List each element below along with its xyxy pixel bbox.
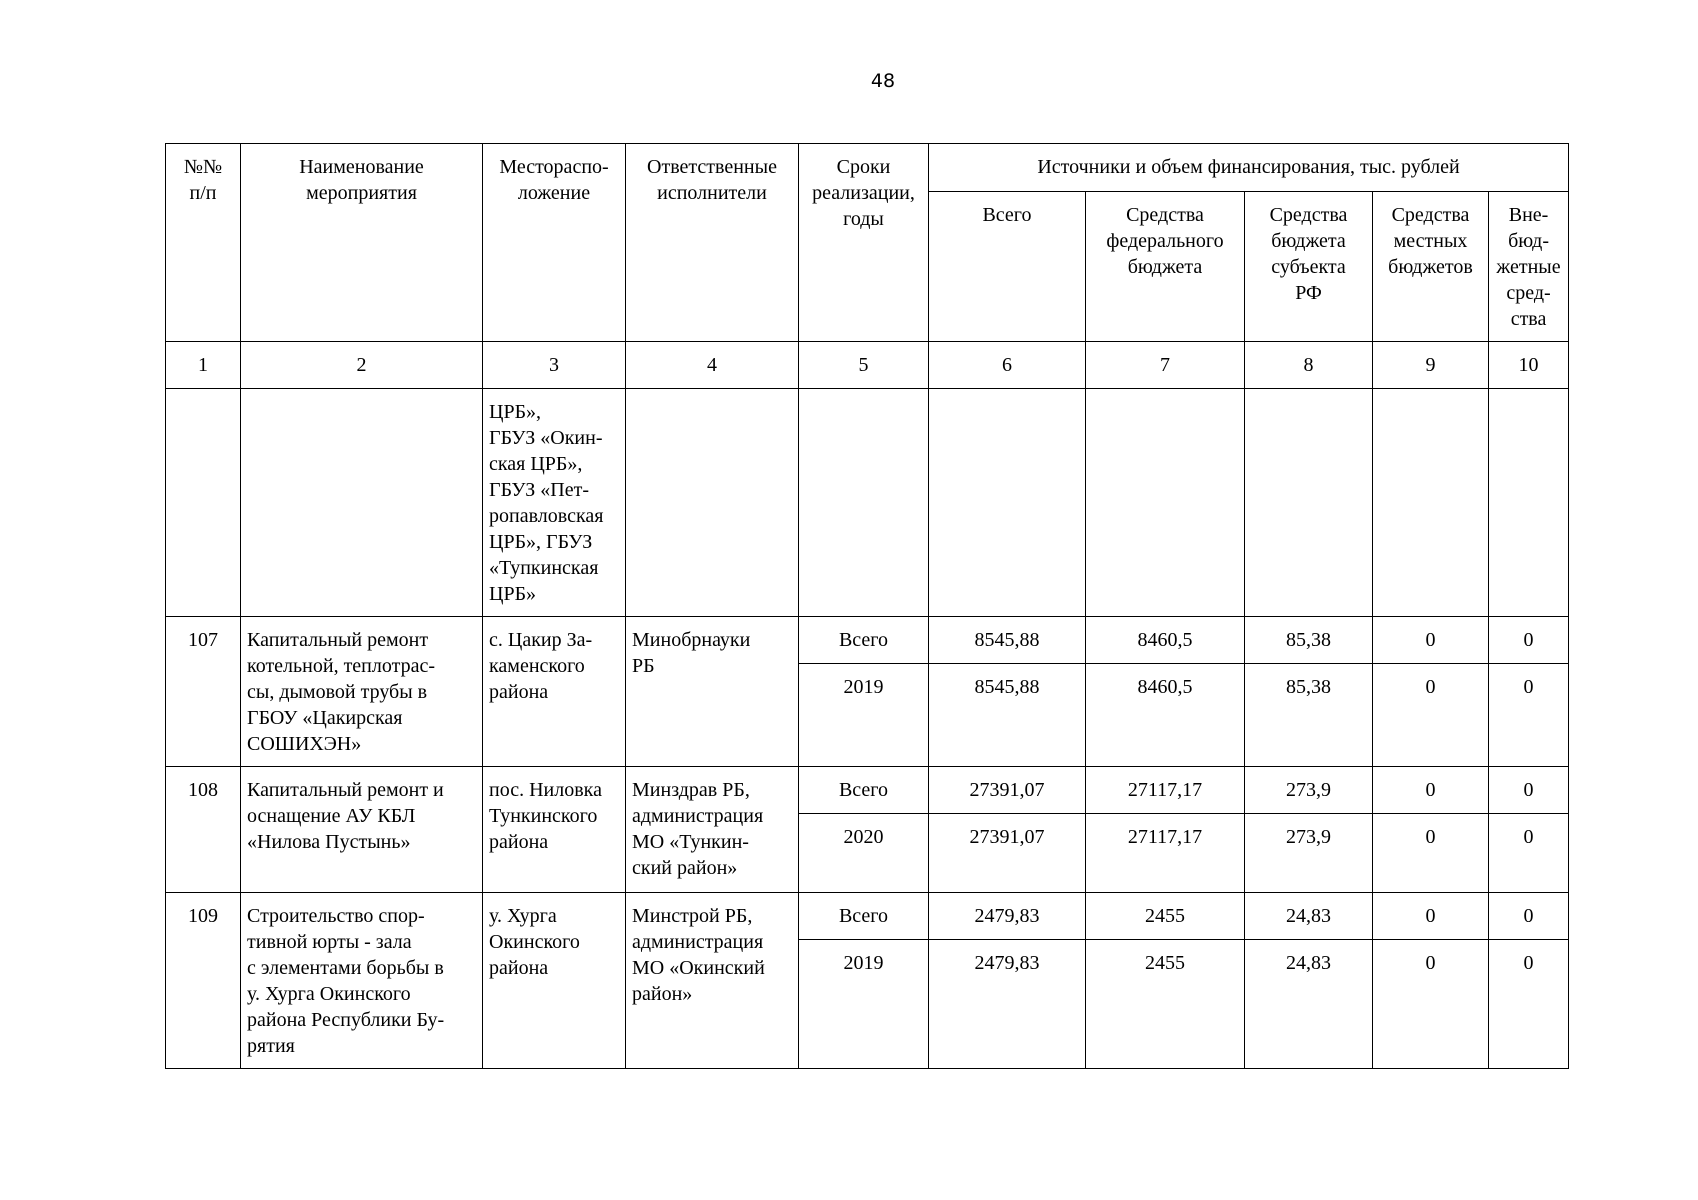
row-period: Всего: [799, 617, 929, 664]
column-number: 5: [799, 342, 929, 389]
row-extrabudget: 0: [1489, 940, 1569, 1069]
column-number: 1: [166, 342, 241, 389]
table-cell: [799, 389, 929, 617]
row-num: 108: [166, 767, 241, 893]
row-period: Всего: [799, 893, 929, 940]
header-federal: Средства федерального бюджета: [1086, 192, 1245, 342]
table-cell: [1373, 389, 1489, 617]
column-number: 8: [1245, 342, 1373, 389]
row-name: Строительство спор- тивной юрты - зала с элементами борьбы в у. Хурга Окинского района Республики Бу- рятия: [241, 893, 483, 1069]
table-cell: [1086, 389, 1245, 617]
table-cell: [1245, 389, 1373, 617]
row-total: 27391,07: [929, 767, 1086, 814]
row-federal: 27117,17: [1086, 814, 1245, 893]
row-extrabudget: 0: [1489, 893, 1569, 940]
column-number: 2: [241, 342, 483, 389]
column-number: 4: [626, 342, 799, 389]
row-regional: 273,9: [1245, 814, 1373, 893]
column-number-row: [166, 342, 1569, 389]
continuation-row: [166, 389, 1569, 617]
row-responsible: Минстрой РБ, администрация МО «Окинский район»: [626, 893, 799, 1069]
header-num: №№ п/п: [166, 144, 241, 342]
column-number: 3: [483, 342, 626, 389]
table-cell: [166, 389, 241, 617]
row-total: 8545,88: [929, 664, 1086, 767]
row-regional: 85,38: [1245, 617, 1373, 664]
row-extrabudget: 0: [1489, 767, 1569, 814]
table-row: [166, 767, 1569, 814]
row-period: 2019: [799, 664, 929, 767]
row-federal: 8460,5: [1086, 664, 1245, 767]
column-number: 9: [1373, 342, 1489, 389]
header-responsible: Ответственные исполнители: [626, 144, 799, 342]
row-location: с. Цакир За- каменского района: [483, 617, 626, 767]
row-local: 0: [1373, 767, 1489, 814]
row-local: 0: [1373, 617, 1489, 664]
row-local: 0: [1373, 940, 1489, 1069]
header-total: Всего: [929, 192, 1086, 342]
row-total: 2479,83: [929, 940, 1086, 1069]
row-location: пос. Ниловка Тункинского района: [483, 767, 626, 893]
column-number: 10: [1489, 342, 1569, 389]
row-period: 2019: [799, 940, 929, 1069]
continuation-location: ЦРБ», ГБУЗ «Окин- ская ЦРБ», ГБУЗ «Пет- ропавловская ЦРБ», ГБУЗ «Тупкинская ЦРБ»: [483, 389, 626, 617]
row-location: у. Хурга Окинского района: [483, 893, 626, 1069]
header-funding-group: Источники и объем финансирования, тыс. рублей: [929, 144, 1569, 192]
table-cell: [626, 389, 799, 617]
row-local: 0: [1373, 814, 1489, 893]
row-name: Капитальный ремонт и оснащение АУ КБЛ «Нилова Пустынь»: [241, 767, 483, 893]
row-period: 2020: [799, 814, 929, 893]
row-period: Всего: [799, 767, 929, 814]
header-regional: Средства бюджета субъекта РФ: [1245, 192, 1373, 342]
row-responsible: Минобрнауки РБ: [626, 617, 799, 767]
column-number: 7: [1086, 342, 1245, 389]
financing-table: [165, 143, 1569, 1069]
header-name: Наименование мероприятия: [241, 144, 483, 342]
table-row: [166, 617, 1569, 664]
row-regional: 24,83: [1245, 940, 1373, 1069]
row-name: Капитальный ремонт котельной, теплотрас- сы, дымовой трубы в ГБОУ «Цакирская СОШИХЭН»: [241, 617, 483, 767]
row-extrabudget: 0: [1489, 814, 1569, 893]
row-federal: 2455: [1086, 893, 1245, 940]
row-local: 0: [1373, 893, 1489, 940]
row-total: 27391,07: [929, 814, 1086, 893]
row-local: 0: [1373, 664, 1489, 767]
table-cell: [929, 389, 1086, 617]
header-local: Средства местных бюджетов: [1373, 192, 1489, 342]
header-extrabudget: Вне- бюд- жетные сред- ства: [1489, 192, 1569, 342]
row-num: 109: [166, 893, 241, 1069]
row-regional: 24,83: [1245, 893, 1373, 940]
column-number: 6: [929, 342, 1086, 389]
table-cell: [1489, 389, 1569, 617]
row-regional: 85,38: [1245, 664, 1373, 767]
table-cell: [241, 389, 483, 617]
row-total: 2479,83: [929, 893, 1086, 940]
row-num: 107: [166, 617, 241, 767]
row-total: 8545,88: [929, 617, 1086, 664]
row-regional: 273,9: [1245, 767, 1373, 814]
row-responsible: Минздрав РБ, администрация МО «Тункин- ский район»: [626, 767, 799, 893]
row-extrabudget: 0: [1489, 664, 1569, 767]
row-federal: 2455: [1086, 940, 1245, 1069]
row-extrabudget: 0: [1489, 617, 1569, 664]
header-period: Сроки реализации, годы: [799, 144, 929, 342]
row-federal: 8460,5: [1086, 617, 1245, 664]
header-row: [166, 144, 1569, 192]
header-location: Местораспо- ложение: [483, 144, 626, 342]
table-row: [166, 893, 1569, 940]
page-number: 48: [870, 70, 896, 92]
row-federal: 27117,17: [1086, 767, 1245, 814]
